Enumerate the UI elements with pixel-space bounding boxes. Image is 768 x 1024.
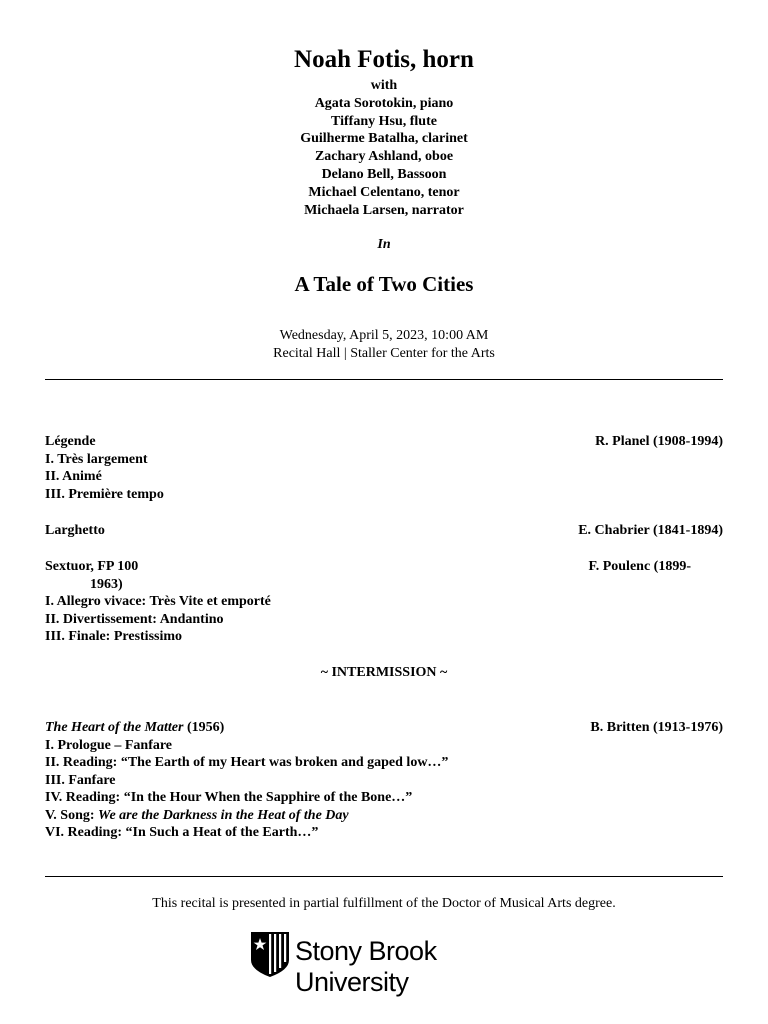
movement: I. Très largement bbox=[45, 451, 148, 467]
university-shield-icon bbox=[250, 930, 290, 978]
degree-note: This recital is presented in partial fulfillment of the Doctor of Musical Arts degree. bbox=[152, 896, 616, 911]
piece-composer: B. Britten (1913-1976) bbox=[590, 720, 723, 735]
movement: II. Reading: “The Earth of my Heart was broken and gaped low…” bbox=[45, 755, 449, 770]
song-title: We are the Darkness in the Heat of the Day bbox=[98, 807, 349, 823]
recital-title: A Tale of Two Cities bbox=[294, 272, 474, 296]
university-name: Stony Brook University bbox=[295, 936, 437, 997]
piece-heart-of-the-matter bbox=[45, 719, 723, 842]
song-prefix: V. Song: bbox=[45, 807, 99, 823]
piece-title: Légende bbox=[45, 434, 96, 449]
composer-wrap: 1963) bbox=[90, 576, 123, 592]
date-venue bbox=[0, 327, 768, 362]
piece-sextuor bbox=[45, 558, 723, 646]
movement: II. Animé bbox=[45, 469, 102, 484]
movement: III. Première tempo bbox=[45, 486, 164, 502]
piece-legende bbox=[45, 433, 723, 503]
collaborator: Guilherme Batalha, clarinet bbox=[300, 131, 468, 147]
in-label: In bbox=[377, 237, 391, 252]
piece-composer: E. Chabrier (1841-1894) bbox=[578, 523, 723, 538]
intermission-label: ~ INTERMISSION ~ bbox=[320, 665, 448, 680]
piece-title: Larghetto bbox=[45, 523, 105, 538]
piece-larghetto bbox=[45, 522, 723, 540]
piece-title: Sextuor, FP 100 bbox=[45, 559, 139, 574]
collaborator: Michael Celentano, tenor bbox=[308, 184, 460, 200]
collaborator: Delano Bell, Bassoon bbox=[321, 166, 447, 182]
movement: I. Prologue – Fanfare bbox=[45, 737, 173, 753]
piece-composer: R. Planel (1908-1994) bbox=[595, 434, 723, 449]
movement bbox=[45, 807, 723, 825]
movement: I. Allegro vivace: Très Vite et emporté bbox=[45, 594, 271, 609]
movement: III. Finale: Prestissimo bbox=[45, 629, 183, 644]
recital-date: Wednesday, April 5, 2023, 10:00 AM bbox=[279, 328, 489, 343]
university-logo bbox=[250, 930, 520, 997]
piece-year: (1956) bbox=[183, 720, 225, 735]
movement: III. Fanfare bbox=[45, 772, 116, 788]
top-divider bbox=[45, 379, 723, 380]
collaborator: Agata Sorotokin, piano bbox=[314, 95, 454, 111]
movement: IV. Reading: “In the Hour When the Sapphire of the Bone…” bbox=[45, 790, 413, 805]
movement: VI. Reading: “In Such a Heat of the Earth…” bbox=[45, 825, 319, 840]
bottom-divider bbox=[45, 876, 723, 877]
movement: II. Divertissement: Andantino bbox=[45, 611, 224, 627]
piece-composer: F. Poulenc (1899- bbox=[588, 559, 691, 574]
collaborator: Michaela Larsen, narrator bbox=[304, 202, 464, 218]
collaborator: Tiffany Hsu, flute bbox=[331, 113, 437, 129]
piece-title: The Heart of the Matter bbox=[45, 720, 184, 735]
with-label: with bbox=[370, 78, 398, 93]
collaborators-block bbox=[0, 77, 768, 219]
performer-name: Noah Fotis, horn bbox=[294, 46, 474, 73]
collaborator: Zachary Ashland, oboe bbox=[314, 149, 454, 165]
recital-venue: Recital Hall | Staller Center for the Arts bbox=[273, 345, 495, 361]
